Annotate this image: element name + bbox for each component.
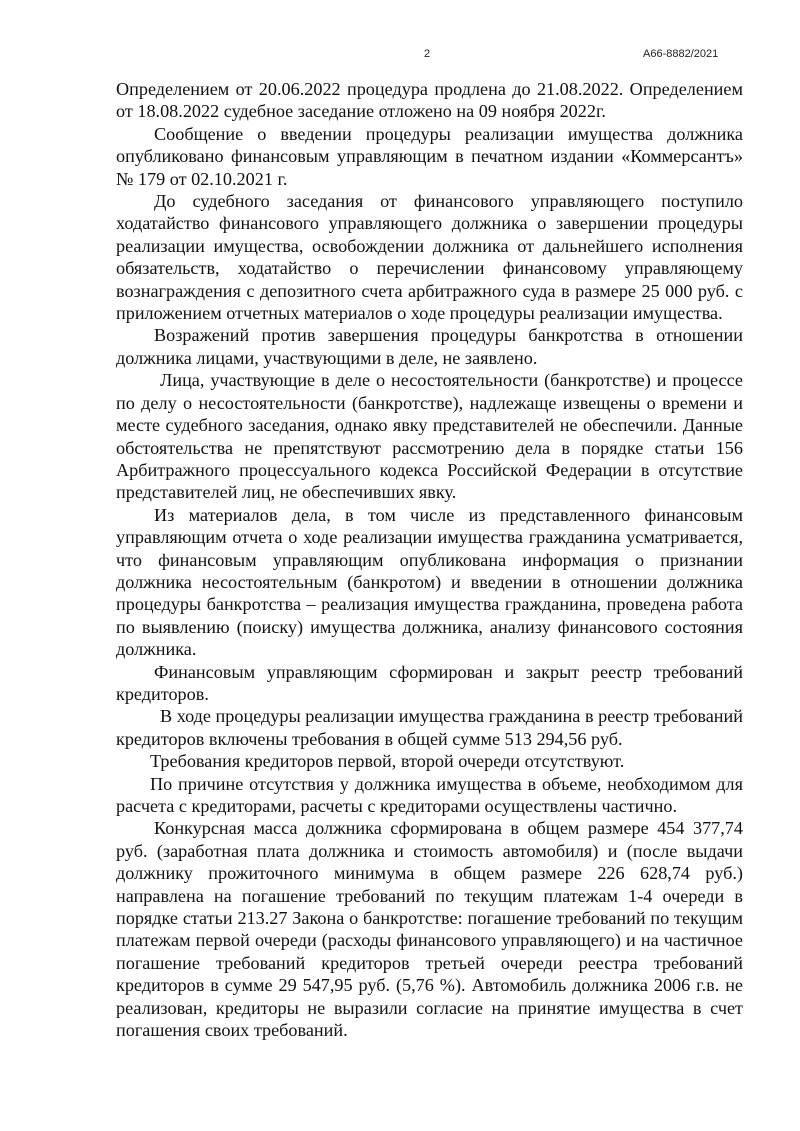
paragraph-materials: Из материалов дела, в том числе из представленного финансовым управляющим отчета о ходе реализации имущества гражданина усматривается, что финансовым управляющим опубликована информация о признании должника несостоятельным (банкротом) и введении в отношении должника процедуры банкротства – реализация имущества гражданина, проведена работа по выявлению (поиску) имущества должника, анализу финансового состояния должника. [116,504,743,660]
paragraph-extension: Определением от 20.06.2022 процедура продлена до 21.08.2022. Определением от 18.08.2022 судебное заседание отложено на 09 ноября 2022г. [116,79,743,122]
page-number: 2 [424,48,431,60]
paragraph-notification: Лица, участвующие в деле о несостоятельности (банкротстве) и процессе по делу о несостоятельности (банкротстве), надлежаще извещены о времени и месте судебного заседания, однако явку представителей не обеспечили. Данные обстоятельства не препятствуют рассмотрению дела в порядке статьи 156 Арбитражного процессуального кодекса Российской Федерации в отсутствие представителей лиц, не обеспечивших явку. [116,370,743,503]
paragraph-petition: До судебного заседания от финансового управляющего поступило ходатайство финансового управляющего должника о завершении процедуры реализации имущества, освобождении должника от дальнейшего исполнения обязательств, ходатайство о перечислении финансовому управляющему вознаграждения с депозитного счета арбитражного суда в размере 25 000 руб. с приложением отчетных материалов о ходе процедуры реализации имущества. [116,191,743,324]
document-body [116,78,743,1041]
paragraph-estate: Конкурсная масса должника сформирована в общем размере 454 377,74 руб. (заработная плата должника и стоимость автомобиля) и (после выдачи должнику прожиточного минимума в общем размере 226 628,74 руб.) направлена на погашение требований по текущим платежам 1-4 очереди в порядке статьи 213.27 Закона о банкротстве: погашение требований по текущим платежам первой очереди (расходы финансового управляющего) и на частичное погашение требований кредиторов третьей очереди реестра требований кредиторов в сумме 29 547,95 руб. (5,76 %). Автомобиль должника 2006 г.в. не реализован, кредиторы не выразили согласие на принятие имущества в счет погашения своих требований. [116,818,743,1041]
paragraph-publication: Сообщение о введении процедуры реализации имущества должника опубликовано финансовым управляющим в печатном издании «Коммерсантъ» № 179 от 02.10.2021 г. [116,123,743,189]
paragraph-partial-settlement: По причине отсутствия у должника имущества в объеме, необходимом для расчета с кредиторами, расчеты с кредиторами осуществлены частично. [116,773,743,816]
paragraph-priority-claims: Требования кредиторов первой, второй очереди отсутствуют. [150,751,625,772]
paragraph-no-objections: Возражений против завершения процедуры банкротства в отношении должника лицами, участвующими в деле, не заявлено. [116,325,743,368]
paragraph-claims-total: В ходе процедуры реализации имущества гражданина в реестр требований кредиторов включены требования в общей сумме 513 294,56 руб. [116,706,743,749]
case-number: А66-8882/2021 [643,48,719,60]
paragraph-registry: Финансовым управляющим сформирован и закрыт реестр требований кредиторов. [116,661,743,704]
